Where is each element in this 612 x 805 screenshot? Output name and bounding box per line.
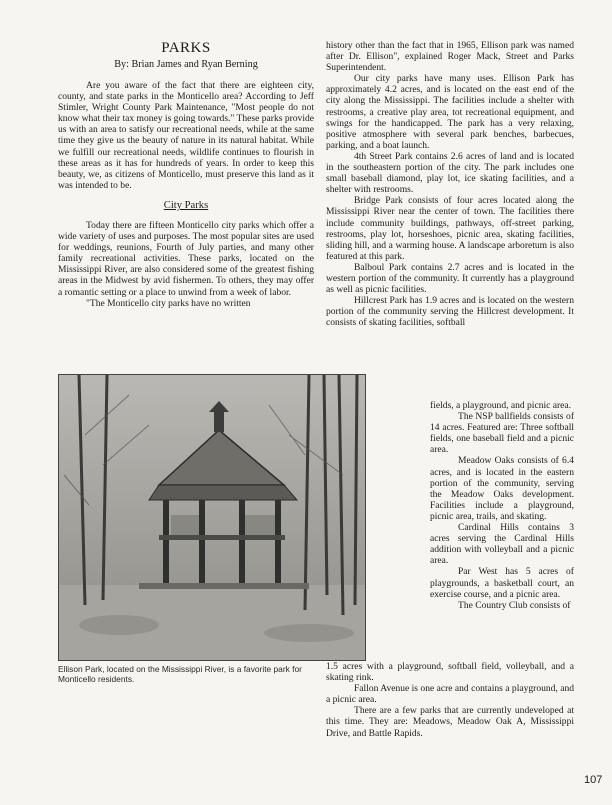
left-column (58, 40, 314, 309)
right-column (326, 40, 574, 328)
photo-caption: Ellison Park, located on the Mississippi River, is a favorite park for Monticello residents. (58, 664, 302, 685)
wrap-paragraph-11: The Country Club consists of (458, 599, 571, 611)
wrap-paragraph-9: Cardinal Hills contains 3 acres serving the Cardinal Hills addition with volleyball and a picnic area. (430, 522, 574, 567)
left-paragraph-1: Today there are fifteen Monticello city parks which offer a wide variety of uses and purposes. The most popular sites are used for weddings, reunions, Fourth of July parties, and many other family recreational activities. These parks, located on the Mississippi River, are also considered some of the greatest fishing areas in the Midwest by avid fishermen. To others, they may offer a romantic setting or a place to unwind from a week of labor. (58, 219, 314, 298)
bottom-paragraph-13: There are a few parks that are currently undeveloped at this time. They are: Meadows, Meadow Oak A, Mississippi Drive, and Battle Rapids. (326, 705, 574, 739)
page-number: 107 (584, 774, 603, 786)
wrap-paragraph-7: The NSP ballfields consists of 14 acres. Featured are: Three softball fields, one baseball field and a picnic area. (430, 411, 574, 456)
bottom-paragraph-12: Fallon Avenue is one acre and contains a playground, and a picnic area. (326, 683, 574, 706)
wrap-paragraph-10: Par West has 5 acres of playgrounds, a basketball court, an exercise course, and a picnic area. (430, 566, 574, 600)
intro-paragraph: Are you aware of the fact that there are eighteen city, county, and state parks in the Monticello area? According to Jeff Stimler, Wright County Park Maintenance, "Most people do not know what their tax money is going towards." These parks provide us with an area to satisfy our recreational needs, while at the same time they give us the beauty of nature in its natural habitat. While we fulfill our recreational needs, wildlife continues to flourish in these areas as it has for hundreds of years. In order to keep this beauty, we, as citizens of Monticello, must preserve this land as it was intended to be. (58, 80, 314, 191)
right-paragraph-1: history other than the fact that in 1965, Ellison park was named after Dr. Ellison", explained Roger Mack, Street and Parks Superintendent. (326, 40, 574, 74)
right-paragraph-6: Hillcrest Park has 1.9 acres and is located on the western portion of the community serving the Hillcrest development. It consists of skating facilities, softball (326, 295, 574, 329)
right-paragraph-2: Our city parks have many uses. Ellison Park has approximately 4.2 acres, and is located on the east end of the city along the Mississippi. The facilities include a shelter with restrooms, a creative play area, tot recreational equipment, and swings for the handicapped. The park has a very relaxing, positive atmosphere with several park benches, barbecues, parking, and a boat launch. (326, 73, 574, 151)
left-paragraph-2: "The Monticello city parks have no written (86, 297, 251, 309)
wrap-paragraph-6: fields, a playground, and picnic area. (430, 400, 572, 411)
wrap-paragraph-8: Meadow Oaks consists of 6.4 acres, and is located in the eastern portion of the community, serving the Meadow Oaks development. Facilities include a playground, picnic area, trails, and skating. (430, 455, 574, 522)
bottom-paragraph-11: 1.5 acres with a playground, softball field, volleyball, and a skating rink. (326, 661, 574, 684)
wrapped-text-column (430, 400, 574, 611)
right-paragraph-5: Balboul Park contains 2.7 acres and is located in the western portion of the community. It currently has a playground as well as picnic facilities. (326, 261, 574, 296)
section-heading: City Parks (163, 199, 209, 211)
right-paragraph-4: Bridge Park consists of four acres located along the Mississippi River near the center of town. The facilities there include community buildings, pathways, off-street parking, restrooms, play lot, horseshoes, picnic area, skating facilities, sliding hill, and a warming house. A landscape arboretum is also featured at this park. (326, 195, 574, 262)
byline: By: Brian James and Ryan Berning (114, 59, 258, 70)
right-paragraph-3: 4th Street Park contains 2.6 acres of land and is located in the southeastern portion of the city. The park includes one small baseball diamond, play lot, ice skating facilities, and a shelter with restrooms. (326, 150, 574, 196)
park-shelter-photo (58, 374, 366, 661)
page-title: PARKS (161, 40, 211, 56)
bottom-right-column (326, 661, 574, 739)
gazebo-illustration (59, 375, 365, 660)
